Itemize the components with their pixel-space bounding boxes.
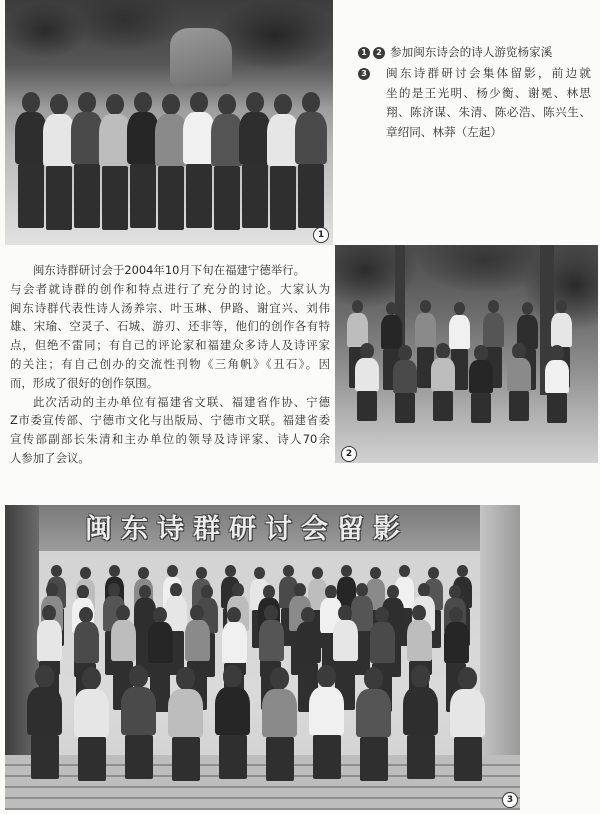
figure-head xyxy=(436,343,450,359)
figure-body xyxy=(469,360,493,393)
figure-head xyxy=(190,92,208,113)
figure-body xyxy=(381,315,402,349)
figure-head xyxy=(109,565,120,577)
figure-head xyxy=(550,345,564,361)
figure-head xyxy=(398,345,412,361)
figure-head xyxy=(80,567,91,579)
figure-legs xyxy=(31,735,59,779)
figure-body xyxy=(355,358,379,391)
figure-head xyxy=(138,567,149,579)
article-line: 宣传部副部长朱清和主办单位的领导及诗评家、诗人70余 xyxy=(10,432,330,447)
figure-head xyxy=(254,567,265,579)
figure-head xyxy=(106,94,124,115)
figure-head xyxy=(232,583,244,597)
figure-head xyxy=(341,565,352,577)
figure-head xyxy=(134,92,152,113)
article-line: 闽东诗群代表性诗人汤养宗、叶玉琳、伊路、谢宜兴、刘伟 xyxy=(10,300,330,315)
figure-legs xyxy=(78,737,106,781)
figure-head xyxy=(325,585,337,599)
figure-body xyxy=(148,622,173,662)
figure-head xyxy=(387,585,399,599)
figure-body xyxy=(262,689,297,737)
figure-body xyxy=(168,689,203,737)
figure-head xyxy=(457,565,468,577)
banner-text: 闽东诗群研讨会留影 xyxy=(85,514,409,545)
figure-head xyxy=(399,565,410,577)
figure-body xyxy=(222,622,247,662)
photo-3-group-portrait xyxy=(5,505,520,810)
figure-head xyxy=(50,94,68,115)
figure-head xyxy=(162,94,180,115)
figure-head xyxy=(108,583,120,597)
article-line: 人参加了会议。 xyxy=(10,451,90,465)
figure-body xyxy=(545,360,569,393)
figure-legs xyxy=(102,166,128,230)
caption-marker: 2 xyxy=(373,47,385,59)
figure-legs xyxy=(357,391,376,421)
figure-body xyxy=(121,687,156,735)
figure-legs xyxy=(509,391,528,421)
figure-legs xyxy=(219,735,247,779)
figure-head xyxy=(474,345,488,361)
caption-photo-3-line: 闽东诗群研讨会集体留影，前边就 xyxy=(386,66,591,80)
figure-head xyxy=(263,585,275,599)
article-line: 与会者就诗群的创作和特点进行了充分的讨论。大家认为 xyxy=(10,281,330,296)
figure-head xyxy=(176,667,196,690)
figure-head xyxy=(270,667,290,690)
figure-head xyxy=(364,667,384,690)
figure-head xyxy=(35,665,55,688)
caption-photo-3-line: 坐的是王光明、杨少衡、谢冕、林思 xyxy=(386,85,591,100)
figure-legs xyxy=(266,737,294,781)
article-line: 点，但绝不雷同；有自己的评论家和福建众多诗人及诗评家 xyxy=(10,338,330,353)
figure-head xyxy=(418,583,430,597)
figure-head xyxy=(196,567,207,579)
photo-number-badge: 1 xyxy=(313,227,329,243)
figure-head xyxy=(51,565,62,577)
figure-head xyxy=(116,605,130,621)
figure-head xyxy=(556,300,568,313)
figure-head xyxy=(488,300,500,313)
figure-body xyxy=(444,622,469,662)
caption-photo-3-line: 翔、陈济谋、朱清、陈必浩、陈兴生、 xyxy=(386,105,591,119)
caption-marker: 1 xyxy=(358,47,370,59)
figure-body xyxy=(393,360,417,393)
caption-marker: 3 xyxy=(358,68,370,80)
figure-legs xyxy=(214,166,240,230)
figure-legs xyxy=(395,393,414,423)
figure-legs xyxy=(172,737,200,781)
figure-head xyxy=(78,92,96,113)
figure-body xyxy=(295,112,327,164)
figure-legs xyxy=(186,164,212,228)
figure-head xyxy=(356,583,368,597)
figure-head xyxy=(458,667,478,690)
article-line: 此次活动的主办单位有福建省文联、福建省作协、宁德 xyxy=(33,394,330,409)
figure-head xyxy=(283,565,294,577)
figure-legs xyxy=(433,391,452,421)
figure-head xyxy=(77,585,89,599)
figure-head xyxy=(352,300,364,313)
figure-body xyxy=(356,689,391,737)
figure-head xyxy=(370,567,381,579)
figure-head xyxy=(420,300,432,313)
figure-legs xyxy=(360,737,388,781)
figure-head xyxy=(454,302,466,315)
figure-legs xyxy=(313,735,341,779)
figure-body xyxy=(27,687,62,735)
figure-head xyxy=(82,667,102,690)
figure-body xyxy=(403,687,438,735)
figure-body xyxy=(74,622,99,662)
photo-number-badge: 2 xyxy=(341,446,357,462)
figure-body xyxy=(370,622,395,662)
figure-body xyxy=(415,313,436,347)
figure-legs xyxy=(74,164,100,228)
figure-legs xyxy=(454,737,482,781)
figure-body xyxy=(259,620,284,660)
figure-head xyxy=(274,94,292,115)
photo-1-yangjiaxi-tour xyxy=(5,0,333,245)
figure-legs xyxy=(270,166,296,230)
article-line: 而，形成了很好的创作氛围。 xyxy=(10,375,159,390)
figure-head xyxy=(139,585,151,599)
figure-head xyxy=(411,665,431,688)
figure-body xyxy=(347,313,368,347)
photo-2-yangjiaxi-tour xyxy=(335,245,598,463)
figure-head xyxy=(317,665,337,688)
figure-head xyxy=(312,567,323,579)
figure-body xyxy=(111,620,136,660)
caption-photo-3-line: 章绍同、林莽（左起） xyxy=(386,124,502,139)
figure-body xyxy=(551,313,572,347)
figure-body xyxy=(74,689,109,737)
figure-body xyxy=(215,687,250,735)
figure-legs xyxy=(298,164,324,228)
caption-photo-1-2: 参加闽东诗会的诗人游览杨家溪 xyxy=(390,45,553,59)
figure-body xyxy=(449,315,470,349)
figure-legs xyxy=(46,166,72,230)
figure-legs xyxy=(407,735,435,779)
figure-head xyxy=(167,565,178,577)
figure-head xyxy=(223,665,243,688)
figure-head xyxy=(428,567,439,579)
rock xyxy=(170,28,232,86)
figure-body xyxy=(296,622,321,662)
figure-head xyxy=(246,92,264,113)
figure-legs xyxy=(158,166,184,230)
figure-body xyxy=(185,620,210,660)
figure-body xyxy=(37,620,62,660)
figure-body xyxy=(507,358,531,391)
article-line: 雄、宋瑜、空灵子、石城、游刃、还非等，他们的创作各有特 xyxy=(10,319,330,334)
figure-head xyxy=(512,343,526,359)
figure-body xyxy=(333,620,358,660)
figure-head xyxy=(302,92,320,113)
article-line: Z市委宣传部、宁德市文化与出版局、宁德市文联。福建省委 xyxy=(10,413,330,428)
figure-head xyxy=(294,583,306,597)
article-line: 闽东诗群研讨会于2004年10月下旬在福建宁德举行。 xyxy=(33,263,305,277)
article-line: 的关注；有自己创办的交流性刊物《三角帆》《丑石》。因 xyxy=(10,357,330,371)
figure-legs xyxy=(547,393,566,423)
figure-body xyxy=(309,687,344,735)
figure-legs xyxy=(471,393,490,423)
figure-legs xyxy=(242,164,268,228)
figure-head xyxy=(201,585,213,599)
figure-head xyxy=(22,92,40,113)
figure-head xyxy=(46,583,58,597)
figure-head xyxy=(360,343,374,359)
figure-legs xyxy=(130,164,156,228)
figure-head xyxy=(218,94,236,115)
figure-head xyxy=(170,583,182,597)
figure-head xyxy=(225,565,236,577)
figure-body xyxy=(450,689,485,737)
photo-number-badge: 3 xyxy=(502,792,518,808)
figure-head xyxy=(449,585,461,599)
figure-head xyxy=(522,302,534,315)
figure-body xyxy=(407,620,432,660)
figure-legs xyxy=(125,735,153,779)
figure-body xyxy=(431,358,455,391)
figure-body xyxy=(483,313,504,347)
figure-legs xyxy=(18,164,44,228)
figure-head xyxy=(129,665,149,688)
